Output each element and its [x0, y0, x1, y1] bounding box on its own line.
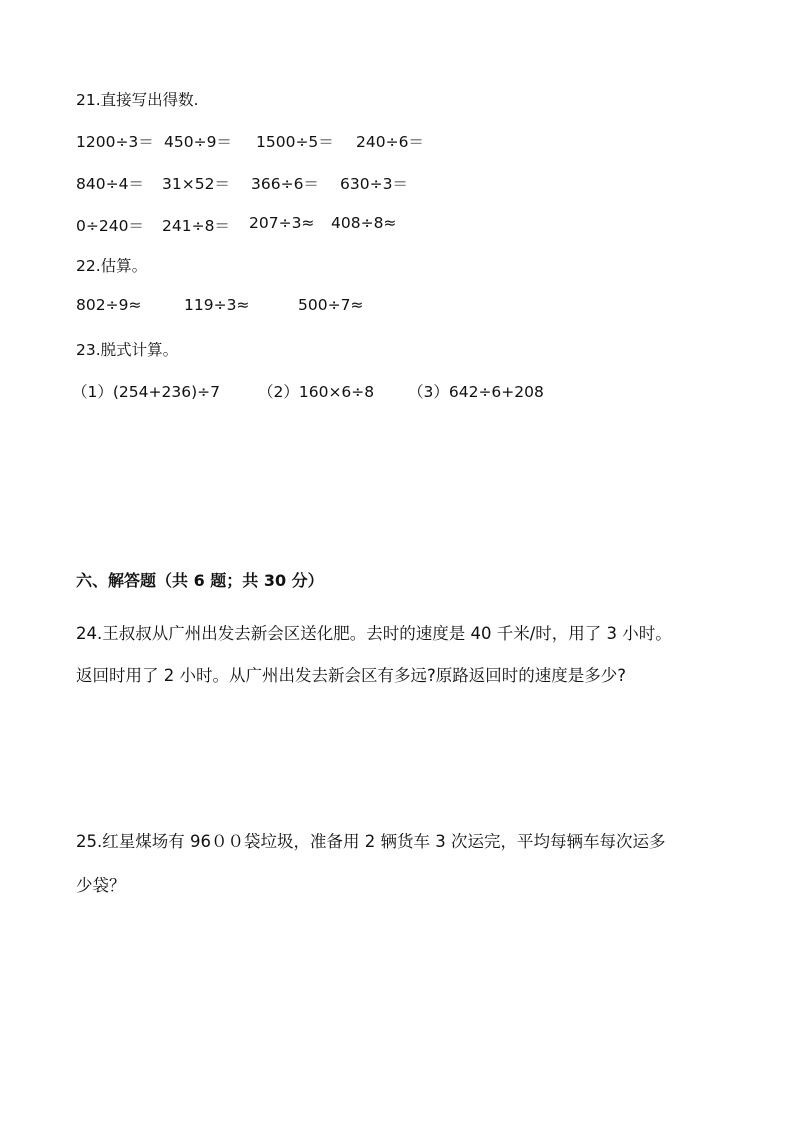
expression: 840÷4＝ — [76, 175, 144, 193]
question-25-line-1: 25.红星煤场有 96００袋垃圾，准备用 2 辆货车 3 次运完，平均每辆车每次运多 — [76, 832, 666, 851]
section-heading: 六、解答题（共 6 题；共 30 分） — [76, 571, 324, 590]
expression: 240÷6＝ — [356, 133, 424, 151]
question-23-title: 23.脱式计算。 — [76, 341, 179, 359]
expression: （1）(254+236)÷7 — [72, 383, 220, 401]
question-21-title: 21.直接写出得数. — [76, 91, 199, 109]
question-24-line-2: 返回时用了 2 小时。从广州出发去新会区有多远?原路返回时的速度是多少? — [76, 666, 627, 685]
expression: 366÷6＝ — [251, 175, 319, 193]
expression: 0÷240＝ — [76, 217, 144, 235]
question-22-title: 22.估算。 — [76, 257, 148, 275]
expression: 450÷9＝ — [164, 133, 232, 151]
expression: （3）642÷6+208 — [408, 383, 544, 401]
expression: 408÷8≈ — [331, 214, 397, 232]
expression: 500÷7≈ — [298, 296, 364, 314]
expression: 1200÷3＝ — [76, 133, 154, 151]
expression: 630÷3＝ — [340, 175, 408, 193]
expression: 241÷8＝ — [162, 217, 230, 235]
expression: （2）160×6÷8 — [258, 383, 375, 401]
expression: 207÷3≈ — [249, 214, 315, 232]
question-24-line-1: 24.王叔叔从广州出发去新会区送化肥。去时的速度是 40 千米/时，用了 3 小时。 — [76, 624, 672, 643]
expression: 1500÷5＝ — [256, 133, 334, 151]
question-25-line-2: 少袋？ — [76, 876, 126, 895]
expression: 31×52＝ — [162, 175, 230, 193]
expression: 802÷9≈ — [76, 296, 142, 314]
expression: 119÷3≈ — [184, 296, 250, 314]
